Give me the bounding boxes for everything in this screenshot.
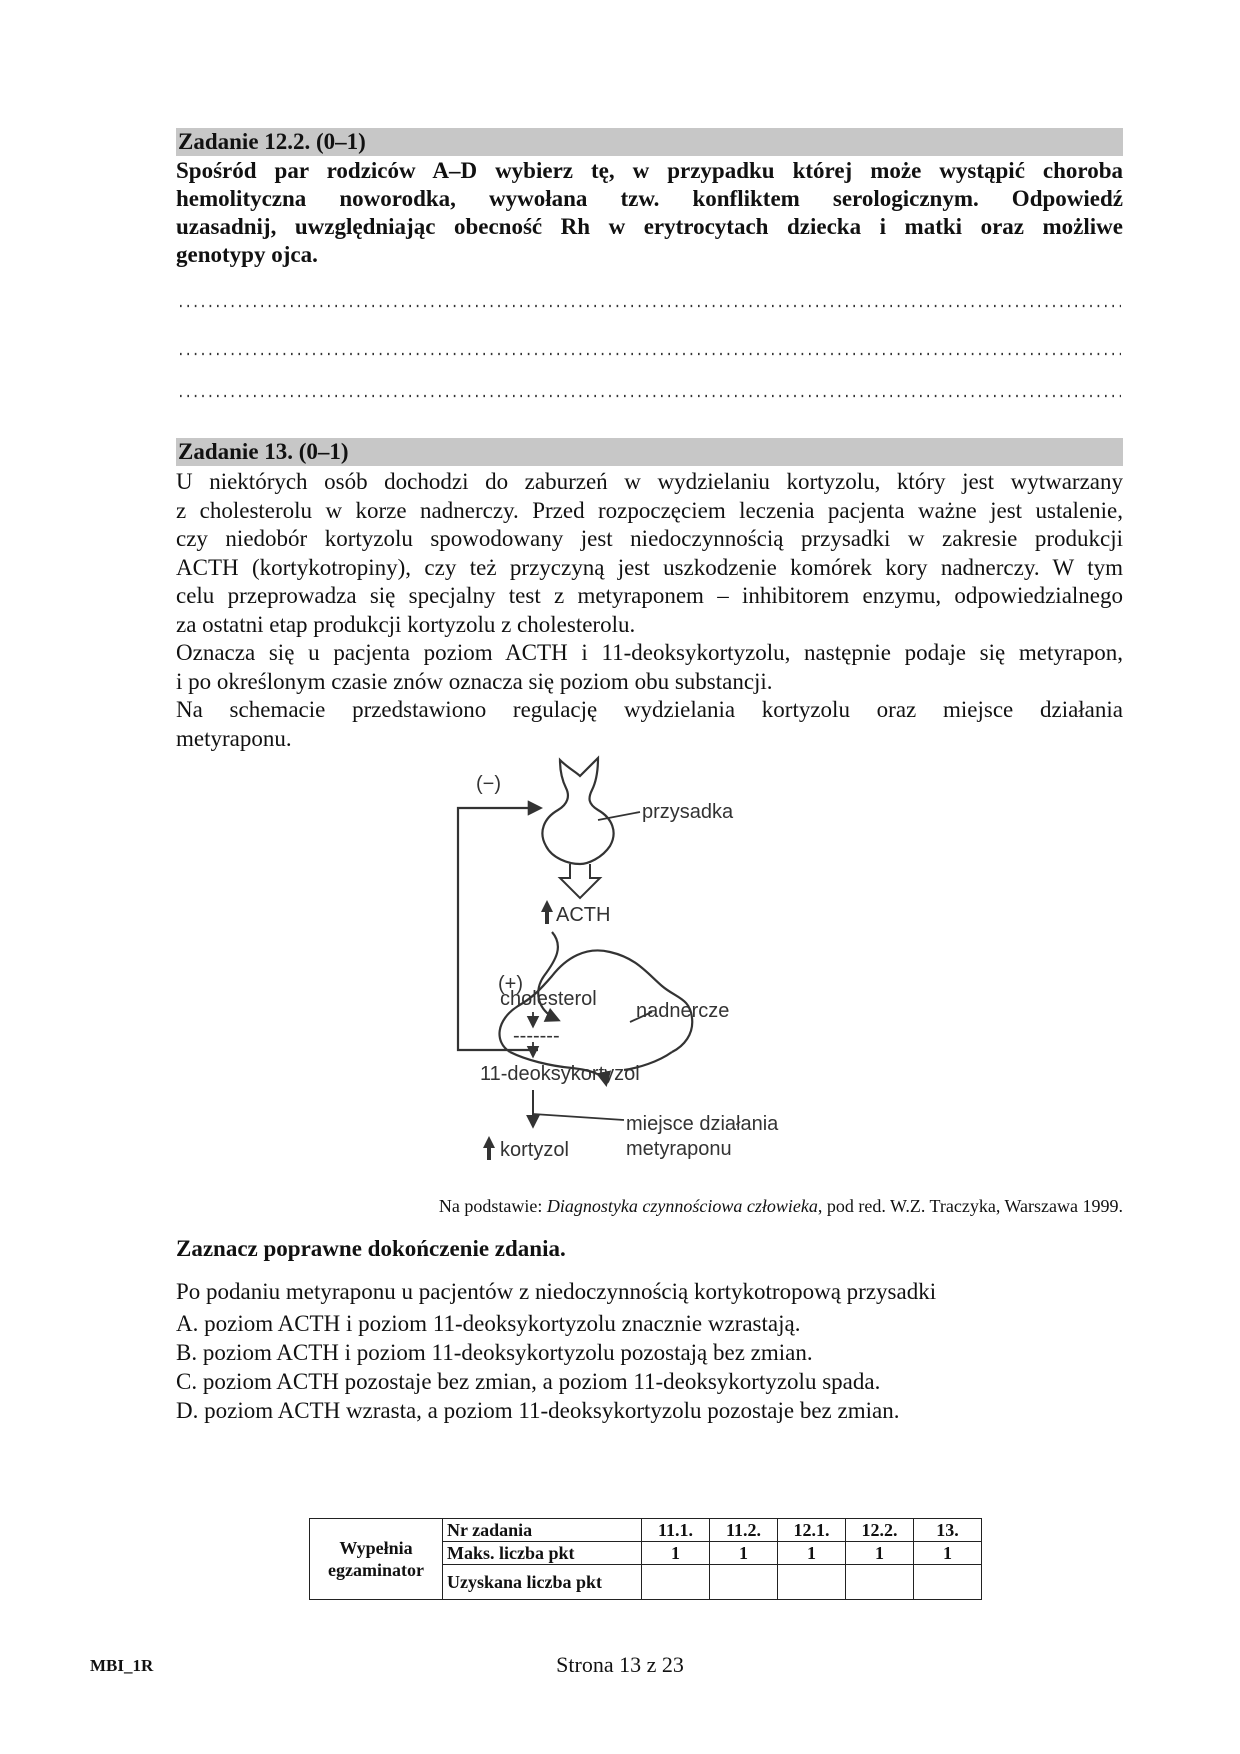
task-number: 13. [914, 1519, 982, 1542]
source-citation [176, 1196, 1123, 1217]
label-minus: (−) [476, 773, 501, 795]
intro-line: czy niedobór kortyzolu spowodowany jest niedoczynnością przysadki w zakresie produkcji [176, 526, 1123, 551]
obtained-points-cell[interactable] [642, 1565, 710, 1600]
question-line: Spośród par rodziców A–D wybierz tę, w przypadku której może wystąpić choroba [176, 158, 1123, 183]
task-number: 12.2. [846, 1519, 914, 1542]
intro-line: i po określonym czasie znów oznacza się poziom obu substancji. [176, 668, 773, 694]
option-d[interactable]: D. poziom ACTH wzrasta, a poziom 11-deoksykortyzolu pozostaje bez zmian. [176, 1398, 900, 1423]
obtained-points-cell[interactable] [710, 1565, 778, 1600]
row-label-obtained: Uzyskana liczba pkt [443, 1565, 642, 1600]
task-number: 12.1. [778, 1519, 846, 1542]
examiner-cell [310, 1519, 443, 1600]
max-points: 1 [914, 1542, 982, 1565]
label-kortyzol: kortyzol [500, 1139, 569, 1161]
answer-line[interactable] [178, 302, 1123, 310]
task-number: 11.2. [710, 1519, 778, 1542]
intro-line: z cholesterolu w korze nadnerczy. Przed rozpoczęciem leczenia pacjenta ważne jest ustalenie, [176, 497, 1123, 523]
label-cholesterol: cholesterol [500, 988, 597, 1010]
exam-code: MBI_1R [90, 1656, 154, 1675]
question-stem: Po podaniu metyraponu u pacjentów z niedoczynnością kortykotropową przysadki [176, 1279, 937, 1304]
task-12-2-header: Zadanie 12.2. (0–1) [176, 128, 1123, 156]
cortisol-regulation-diagram [440, 750, 880, 1190]
instruction: Zaznacz poprawne dokończenie zdania. [176, 1236, 566, 1261]
label-przysadka: przysadka [642, 801, 734, 823]
label-acth: ACTH [556, 904, 611, 926]
source-title: Diagnostyka czynnościowa człowieka [546, 1196, 818, 1216]
task-number: 11.1. [642, 1519, 710, 1542]
max-points: 1 [710, 1542, 778, 1565]
pituitary-shape [542, 758, 613, 864]
question-line: hemolityczna noworodka, wywołana tzw. konfliktem serologicznym. Odpowiedź [176, 186, 1123, 211]
label-dashes: ------- [513, 1025, 560, 1047]
intro-line: za ostatni etap produkcji kortyzolu z cholesterolu. [176, 611, 636, 637]
obtained-points-cell[interactable] [914, 1565, 982, 1600]
label-site-line-1: miejsce działania [626, 1113, 779, 1135]
label-plus: (+) [498, 973, 523, 995]
obtained-points-cell[interactable] [778, 1565, 846, 1600]
question-line: uzasadnij, uwzględniając obecność Rh w erytrocytach dziecka i matki oraz możliwe [176, 214, 1123, 239]
task-12-2-question [176, 157, 1123, 269]
label-11-deoksykortyzol: 11-deoksykortyzol [480, 1063, 640, 1085]
examiner-label-1: Wypełnia [339, 1538, 413, 1558]
task-13-header: Zadanie 13. (0–1) [176, 438, 1123, 466]
max-points: 1 [642, 1542, 710, 1565]
source-prefix: Na podstawie: [438, 1196, 547, 1216]
option-b[interactable]: B. poziom ACTH i poziom 11-deoksykortyzolu pozostają bez zmian. [176, 1340, 813, 1365]
page-number: Strona 13 z 23 [556, 1652, 684, 1677]
intro-line: Na schemacie przedstawiono regulację wydzielania kortyzolu oraz miejsce działania [176, 697, 1123, 722]
source-suffix: , pod red. W.Z. Traczyka, Warszawa 1999. [817, 1196, 1123, 1216]
row-label-task: Nr zadania [443, 1519, 642, 1542]
task-13-intro [176, 468, 1123, 753]
max-points: 1 [778, 1542, 846, 1565]
examiner-label-2: egzaminator [328, 1560, 424, 1580]
score-table [309, 1518, 982, 1600]
answer-options [176, 1309, 899, 1425]
label-site-line-2: metyraponu [626, 1138, 732, 1160]
intro-line: Oznacza się u pacjenta poziom ACTH i 11-deoksykortyzolu, następnie podaje się metyrapon, [176, 640, 1123, 665]
row-label-max: Maks. liczba pkt [443, 1542, 642, 1565]
answer-line[interactable] [178, 350, 1123, 358]
up-arrow-icon [483, 1136, 495, 1160]
max-points: 1 [846, 1542, 914, 1565]
obtained-points-cell[interactable] [846, 1565, 914, 1600]
intro-line: metyraponu. [176, 725, 292, 751]
hollow-arrow-icon [560, 864, 600, 898]
option-a[interactable]: A. poziom ACTH i poziom 11-deoksykortyzolu znacznie wzrastają. [176, 1311, 801, 1336]
label-nadnercze: nadnercze [636, 1000, 730, 1022]
answer-line[interactable] [178, 392, 1123, 400]
intro-line: celu przeprowadza się specjalny test z metyraponem – inhibitorem enzymu, odpowiedzialnego [176, 583, 1123, 608]
intro-line: U niektórych osób dochodzi do zaburzeń w wydzielaniu kortyzolu, który jest wytwarzany [176, 469, 1123, 494]
option-c[interactable]: C. poziom ACTH pozostaje bez zmian, a poziom 11-deoksykortyzolu spada. [176, 1369, 881, 1394]
intro-line: ACTH (kortykotropiny), czy też przyczyną jest uszkodzenie komórek kory nadnerczy. W tym [176, 554, 1123, 580]
question-line: genotypy ojca. [176, 242, 318, 267]
up-arrow-icon [541, 900, 553, 924]
